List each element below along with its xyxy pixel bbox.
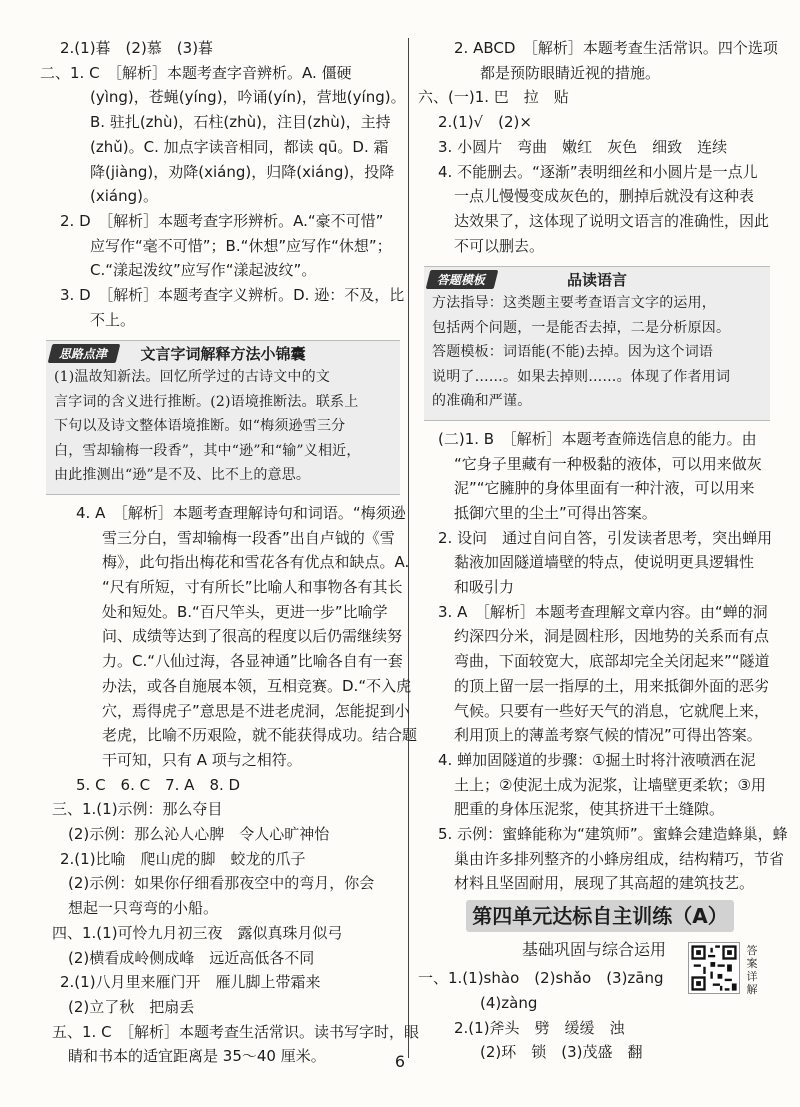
text-line: 和吸引力	[454, 578, 515, 597]
text-line: 不上。	[90, 310, 136, 329]
text-line: 一点儿慢慢变成灰色的，删掉后就没有这种表	[454, 187, 755, 206]
text-line: (zhǔ)。C. 加点字读音相同，都读 qū。D. 霜	[90, 137, 389, 156]
qr-code-icon[interactable]	[688, 942, 740, 994]
text-line: 5. 示例：蜜蜂能称为“建筑师”。蜜蜂会建造蜂巢，蜂	[438, 825, 788, 844]
text-line: 干可知，只有 A 项与之相符。	[102, 750, 302, 769]
text-line: 问、成绩等达到了很高的程度以后仍需继续努	[102, 627, 403, 646]
text-line: 包括两个问题，一是能否去掉，二是分析原因。	[432, 319, 731, 336]
text-line: 肥重的身体压泥浆，使其挤进干土缝隙。	[454, 800, 725, 819]
text-line: 4. 蝉加固隧道的步骤：①掘土时将汁液喷洒在泥	[438, 750, 756, 769]
tip-header	[432, 269, 762, 291]
text-line: 3. 小圆片 弯曲 嫩红 灰色 细致 连续	[438, 137, 728, 156]
tip-badge: 答题模板	[426, 270, 499, 289]
text-line: (xiáng)。	[90, 187, 158, 206]
text-line: 三、1.(1)示例：那么夺目	[52, 800, 223, 819]
left-answers-part-a	[40, 36, 406, 332]
text-line: 2. 设问 通过自问自答，引发读者思考，突出蝉用	[438, 528, 773, 547]
text-line: 雪三分白，雪却输梅一段香”出自卢钺的《雪	[102, 528, 395, 547]
text-line: 约深四分米，洞是圆柱形，因地势的关系而有点	[454, 627, 770, 646]
column-divider	[408, 38, 409, 1058]
text-line: 想起一只弯弯的小船。	[68, 899, 219, 918]
text-line: 老虎，比喻不历艰险，就不能获得成功。结合题	[102, 726, 418, 745]
text-line: 5. C 6. C 7. A 8. D	[76, 775, 241, 794]
text-line: 答题模板：词语能(不能)去掉。因为这个词语	[432, 344, 714, 361]
text-line: (yìng)，苍蝇(yíng)，吟诵(yín)，营地(yíng)。	[90, 88, 406, 107]
tip-body	[54, 365, 392, 488]
tip-header	[54, 343, 392, 365]
text-line: 利用顶上的薄盖考察气候的情况”可得出答案。	[454, 726, 762, 745]
page-number: 6	[394, 1052, 406, 1071]
text-line: 四、1.(1)可怜九月初三夜 露似真珠月似弓	[52, 923, 343, 942]
unit-title-banner: 第四单元达标自主训练（A）	[466, 900, 734, 932]
section-subheading: 基础巩固与综合运用	[521, 940, 666, 960]
tip-box-left	[46, 340, 400, 495]
text-line: (2)示例：如果你仔细看那夜空中的弯月，你会	[68, 874, 375, 893]
text-line: 的顶上留一层一指厚的土，用来抵御外面的恶劣	[454, 676, 770, 695]
text-line: 一、1.(1)shào (2)shǎo (3)zāng	[418, 969, 664, 988]
text-line: 下句以及诗文整体语境推断。如“梅须逊雪三分	[54, 418, 346, 435]
text-line: 都是预防眼睛近视的措施。	[480, 63, 661, 82]
text-line: 巢由许多排列整齐的小蜂房组成，结构精巧，节省	[454, 849, 785, 868]
text-line: 2. D ［解析］本题考查字形辨析。A.“豪不可惜”	[60, 211, 384, 230]
text-line: (4)zàng	[480, 993, 538, 1012]
text-line: 处和短处。B.“百尺竿头，更进一步”比喻学	[102, 602, 388, 621]
text-line: 白，雪却输梅一段香”，其中“逊”和“输”义相近，	[54, 442, 361, 459]
text-line: (二)1. B ［解析］本题考查筛选信息的能力。由	[438, 429, 757, 448]
text-line: 六、(一)1. 巴 拉 贴	[418, 88, 569, 107]
qr-label: 答案详解	[746, 944, 758, 996]
text-line: 材料且坚固耐用，展现了其高超的建筑技艺。	[454, 874, 755, 893]
text-line: “它身子里藏有一种极黏的液体，可以用来做灰	[454, 454, 762, 473]
left-column	[40, 36, 420, 1069]
text-line: (2)立了秋 把扇丢	[68, 998, 195, 1016]
right-answers-part-b	[418, 427, 788, 896]
text-line: 方法指导：这类题主要考查语言文字的运用，	[432, 295, 716, 312]
text-line: 言字词的含义进行推断。(2)语境推断法。联系上	[54, 393, 359, 410]
text-line: 2. ABCD ［解析］本题考查生活常识。四个选项	[454, 39, 778, 57]
text-line: B. 驻扎(zhù)，石柱(zhù)，注目(zhù)，主持	[90, 113, 391, 132]
text-line: 睛和书本的适宜距离是 35～40 厘米。	[68, 1047, 326, 1066]
tip-title: 文言字词解释方法小锦囊	[140, 345, 306, 364]
tip-body	[432, 291, 762, 414]
text-line: (2)环 锁 (3)茂盛 翻	[480, 1043, 643, 1062]
text-line: 2.(1)√ (2)×	[438, 113, 532, 132]
text-line: (2)横看成岭侧成峰 远近高低各不同	[68, 948, 315, 967]
text-line: 2.(1)八月里来雁门开 雁儿脚上带霜来	[60, 973, 321, 992]
text-line: 穴，焉得虎子”意思是不进老虎洞，怎能捉到小	[102, 701, 410, 720]
text-line: 4. 不能删去。“逐渐”表明细丝和小圆片是一点儿	[438, 162, 758, 181]
text-line: (2)示例：那么沁人心脾 令人心旷神怡	[68, 825, 330, 844]
tip-badge: 思路点津	[48, 344, 121, 363]
text-line: 2.(1)比喻 爬山虎的脚 蛟龙的爪子	[60, 849, 306, 868]
text-line: 2.(1)斧头 劈 缓缓 浊	[454, 1018, 625, 1037]
text-line: 不可以删去。	[454, 236, 545, 255]
left-answers-part-b	[40, 501, 418, 797]
text-line: 降(jiàng)，劝降(xiáng)，归降(xiáng)，投降	[90, 162, 395, 181]
text-line: 二、1. C ［解析］本题考查字音辨析。A. 僵硬	[40, 63, 352, 82]
text-line: “尺有所短，寸有所长”比喻人和事物各有其长	[102, 578, 403, 597]
text-line: 土上；②使泥土成为泥浆，让墙壁更柔软；③用	[454, 775, 766, 794]
text-line: 气候。只要有一些好天气的消息，它就爬上来，	[454, 701, 770, 720]
text-line: (1)温故知新法。回忆所学过的古诗文中的文	[54, 369, 331, 386]
text-line: 梅》，此句指出梅花和雪花各有优点和缺点。A.	[102, 553, 410, 572]
text-line: 4. A ［解析］本题考查理解诗句和词语。“梅须逊	[76, 503, 406, 522]
text-line: 由此推测出“逊”是不及、比不上的意思。	[54, 467, 311, 484]
right-column	[418, 36, 788, 1065]
text-line: C.“漾起泼纹”应写作“漾起波纹”。	[90, 261, 317, 280]
text-line: 3. A ［解析］本题考查理解文章内容。由“蝉的洞	[438, 602, 768, 621]
text-line: 办法，或各自施展本领，互相竞赛。D.“不入虎	[102, 676, 412, 695]
left-answers-part-c	[40, 797, 420, 1069]
text-line: 3. D ［解析］本题考查字义辨析。D. 逊：不及，比	[60, 286, 405, 305]
text-line: 应写作“毫不可惜”；B.“休想”应写作“休想”；	[90, 236, 392, 255]
text-line: 说明了……。如果去掉则……。体现了作者用词	[432, 368, 731, 385]
text-line: 五、1. C ［解析］本题考查生活常识。读书写字时，眼	[52, 1022, 420, 1041]
text-line: 2.(1)暮 (2)慕 (3)暮	[60, 39, 214, 57]
text-line: 黏液加固隧道墙壁的特点，使说明更具逻辑性	[454, 553, 755, 572]
text-line: 泥”“它臃肿的身体里面有一种汁液，可以用来	[454, 479, 755, 498]
text-line: 弯曲，下面较宽大，底部却完全关闭起来”“隧道	[454, 652, 770, 671]
text-line: 抵御穴里的尘土”可得出答案。	[454, 503, 657, 522]
text-line: 的准确和严谨。	[432, 393, 532, 410]
tip-box-right	[424, 266, 770, 421]
text-line: 达效果了，这体现了说明文语言的准确性，因此	[454, 211, 770, 230]
right-answers-part-a	[418, 36, 778, 258]
text-line: 力。C.“八仙过海，各显神通”比喻各自有一套	[102, 652, 403, 671]
tip-title: 品读语言	[566, 271, 627, 290]
